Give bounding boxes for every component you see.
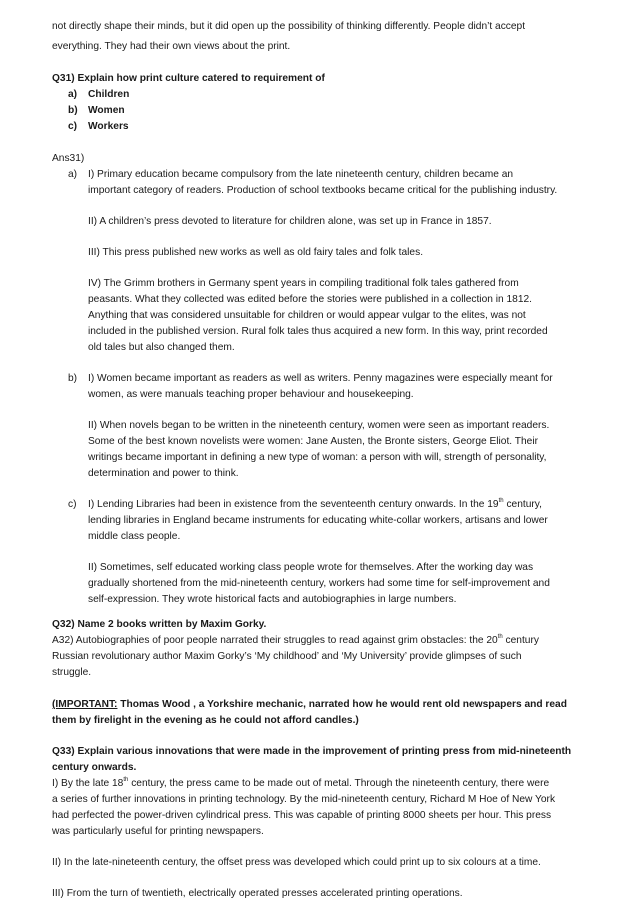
answer-line: peasants. What they collected was edited before the stories were published in a collection in 1812.	[88, 294, 532, 305]
answer-line: II) In the late-nineteenth century, the offset press was developed which could print up to six colours at a time.	[52, 857, 541, 868]
answer-line: Anything that was considered unsuitable for children or would appear vulgar to the elites, was not	[88, 310, 526, 321]
answer-line: determination and power to think.	[88, 468, 239, 479]
question-32: Q32) Name 2 books written by Maxim Gorky.	[52, 619, 267, 630]
question-31: Q31) Explain how print culture catered to requirement of	[52, 73, 325, 84]
q31-item-marker: a)	[68, 89, 78, 100]
answer-line: IV) The Grimm brothers in Germany spent years in compiling traditional folk tales gathered from	[88, 278, 519, 289]
answer-line: II) When novels began to be written in the nineteenth century, women were seen as important readers.	[88, 420, 550, 431]
answer-text: A32) Autobiographies of poor people narrated their struggles to read against grim obstacles: the 20	[52, 635, 498, 646]
answer-line: important category of readers. Production of school textbooks became critical for the publishing industry.	[88, 185, 558, 196]
answer-line	[88, 497, 542, 513]
question-33-cont: century onwards.	[52, 762, 137, 773]
answer-line: III) This press published new works as well as old fairy tales and folk tales.	[88, 247, 424, 258]
important-note-line: them by firelight in the evening as he could not afford candles.)	[52, 715, 359, 726]
q31-item-label: Women	[88, 105, 125, 116]
answer-text: century, the press came to be made out of metal. Through the nineteenth century, there were	[128, 778, 550, 789]
intro-line: not directly shape their minds, but it did open up the possibility of thinking differently. People didn’t accept	[52, 21, 526, 32]
answer-line: I) Women became important as readers as well as writers. Penny magazines were especially meant for	[88, 373, 553, 384]
q31-item-marker: c)	[68, 121, 78, 132]
q31-item-marker: b)	[68, 105, 78, 116]
answer-line: included in the published version. Rural folk tales thus acquired a new form. In this way, print recorded	[88, 326, 548, 337]
ordinal-suffix: th	[498, 497, 504, 504]
q31-item-label: Children	[88, 89, 130, 100]
answer-marker: b)	[68, 373, 78, 384]
answer-line: was particularly useful for printing newspapers.	[52, 826, 264, 837]
answer-line: lending libraries in England became instruments for educating white-collar workers, artisans and lower	[88, 515, 548, 526]
answer-line: Russian revolutionary author Maxim Gorky’s ‘My childhood’ and ‘My University’ provide glimpses of such	[52, 651, 522, 662]
answer-line: had perfected the power-driven cylindrical press. This was capable of printing 8000 sheets per hour. This press	[52, 810, 552, 821]
answer-line: I) Primary education became compulsory from the late nineteenth century, children became an	[88, 169, 514, 180]
answer-line: self-expression. They wrote historical facts and autobiographies in large numbers.	[88, 594, 457, 605]
answer-marker: a)	[68, 169, 78, 180]
answer-line: II) Sometimes, self educated working class people wrote for themselves. After the working day was	[88, 562, 534, 573]
important-tag: (IMPORTANT:	[52, 699, 118, 710]
answer-line: women, as were manuals teaching proper behaviour and housekeeping.	[88, 389, 414, 400]
important-text: Thomas Wood , a Yorkshire mechanic, narrated how he would rent old newspapers and read	[117, 699, 567, 710]
answer-line: struggle.	[52, 667, 92, 678]
answer-line: Some of the best known novelists were women: Jane Austen, the Bronte sisters, George Eliot. Their	[88, 436, 538, 447]
question-33: Q33) Explain various innovations that were made in the improvement of printing press from mid-nineteenth	[52, 746, 572, 757]
answer-text: century	[502, 635, 539, 646]
q31-item-label: Workers	[88, 121, 129, 132]
answer-marker: c)	[68, 499, 77, 510]
answer-line: III) From the turn of twentieth, electrically operated presses accelerated printing operations.	[52, 888, 463, 899]
answer-31-label: Ans31)	[52, 153, 85, 164]
intro-line: everything. They had their own views about the print.	[52, 41, 291, 52]
answer-line	[52, 776, 549, 792]
answer-text: century,	[503, 499, 542, 510]
answer-line: II) A children’s press devoted to literature for children alone, was set up in France in 1857.	[88, 216, 492, 227]
answer-line: old tales but also changed them.	[88, 342, 235, 353]
answer-line: a series of further innovations in printing technology. By the mid-nineteenth century, Richard M Hoe of New York	[52, 794, 556, 805]
answer-text: I) Lending Libraries had been in existence from the seventeenth century onwards. In the 19	[88, 499, 499, 510]
answer-line: writings became important in defining a new type of woman: a person with will, strength of personality,	[88, 452, 547, 463]
ordinal-suffix: th	[123, 776, 129, 783]
answer-line: middle class people.	[88, 531, 181, 542]
answer-text: I) By the late 18	[52, 778, 124, 789]
ordinal-suffix: th	[497, 633, 503, 640]
answer-line: gradually shortened from the mid-nineteenth century, workers had some time for self-improvement and	[88, 578, 550, 589]
important-note-line	[52, 697, 567, 713]
answer-line	[52, 633, 539, 649]
